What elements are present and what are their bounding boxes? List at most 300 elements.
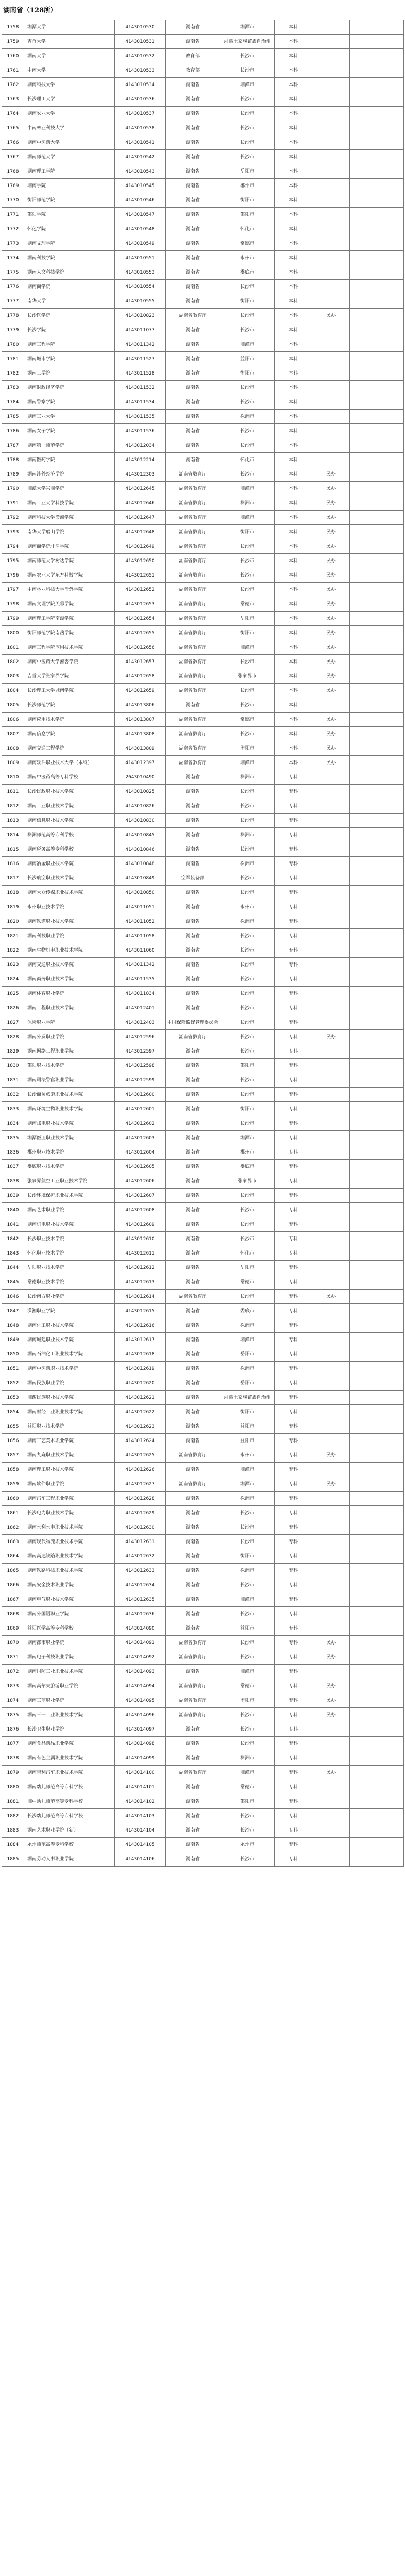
authority-cell: 湖南省 — [166, 107, 220, 121]
table-row — [2, 121, 404, 135]
table-row — [2, 554, 404, 568]
school-name-cell: 湖南交通工程学院 — [24, 741, 115, 756]
table-row — [2, 1722, 404, 1737]
school-name-cell: 湖南工业职业技术学院 — [24, 799, 115, 814]
row-number-cell: 1801 — [2, 640, 24, 655]
location-cell: 长沙市 — [220, 1636, 275, 1650]
school-name-cell: 长沙环境保护职业技术学院 — [24, 1189, 115, 1203]
school-name-cell: 怀化职业技术学院 — [24, 1246, 115, 1261]
authority-cell: 湖南省 — [166, 1722, 220, 1737]
row-number-cell: 1845 — [2, 1275, 24, 1290]
blank-cell — [350, 929, 404, 943]
authority-cell: 湖南省 — [166, 352, 220, 366]
blank-cell — [350, 1535, 404, 1549]
remark-cell: 民办 — [312, 684, 350, 698]
authority-cell: 湖南省 — [166, 236, 220, 251]
school-name-cell: 湖南邮电职业技术学院 — [24, 1116, 115, 1131]
authority-cell: 湖南省 — [166, 1044, 220, 1059]
blank-cell — [350, 265, 404, 280]
school-name-cell: 岳阳职业技术学院 — [24, 1261, 115, 1275]
school-name-cell: 湖南国防工业职业技术学院 — [24, 1665, 115, 1679]
school-name-cell: 湖南商学院北津学院 — [24, 539, 115, 554]
school-code-cell: 4143012613 — [115, 1275, 166, 1290]
table-row — [2, 943, 404, 958]
level-cell: 本科 — [275, 49, 312, 63]
row-number-cell: 1848 — [2, 1318, 24, 1333]
location-cell: 娄底市 — [220, 1160, 275, 1174]
level-cell: 本科 — [275, 511, 312, 525]
row-number-cell: 1869 — [2, 1621, 24, 1636]
authority-cell: 湖南省 — [166, 1838, 220, 1852]
school-code-cell: 4143012619 — [115, 1362, 166, 1376]
remark-cell — [312, 236, 350, 251]
school-code-cell: 4143012624 — [115, 1434, 166, 1448]
table-row — [2, 1275, 404, 1290]
row-number-cell: 1781 — [2, 352, 24, 366]
remark-cell — [312, 1780, 350, 1794]
school-name-cell: 郴州职业技术学院 — [24, 1145, 115, 1160]
location-cell: 永州市 — [220, 251, 275, 265]
blank-cell — [350, 438, 404, 453]
location-cell: 长沙市 — [220, 381, 275, 395]
level-cell: 专科 — [275, 1318, 312, 1333]
school-code-cell: 4143011052 — [115, 914, 166, 929]
table-row — [2, 20, 404, 35]
row-number-cell: 1832 — [2, 1088, 24, 1102]
location-cell: 长沙市 — [220, 1189, 275, 1203]
location-cell: 岳阳市 — [220, 1261, 275, 1275]
location-cell: 长沙市 — [220, 871, 275, 886]
blank-cell — [350, 49, 404, 63]
level-cell: 专科 — [275, 799, 312, 814]
school-code-cell: 4143012626 — [115, 1463, 166, 1477]
authority-cell: 湖南省 — [166, 1001, 220, 1015]
blank-cell — [350, 1448, 404, 1463]
row-number-cell: 1790 — [2, 482, 24, 496]
authority-cell: 湖南省 — [166, 1160, 220, 1174]
level-cell: 本科 — [275, 222, 312, 236]
blank-cell — [350, 236, 404, 251]
level-cell: 本科 — [275, 208, 312, 222]
table-row — [2, 438, 404, 453]
row-number-cell: 1839 — [2, 1189, 24, 1203]
blank-cell — [350, 1290, 404, 1304]
school-code-cell: 4143012605 — [115, 1160, 166, 1174]
remark-cell — [312, 222, 350, 236]
authority-cell: 湖南省 — [166, 1419, 220, 1434]
table-row — [2, 799, 404, 814]
school-name-cell: 常德职业技术学院 — [24, 1275, 115, 1290]
authority-cell: 湖南省 — [166, 193, 220, 208]
level-cell: 专科 — [275, 1578, 312, 1592]
level-cell: 专科 — [275, 1823, 312, 1838]
table-row — [2, 1535, 404, 1549]
location-cell: 湘潭市 — [220, 1131, 275, 1145]
table-row — [2, 92, 404, 107]
table-row — [2, 1434, 404, 1448]
location-cell: 株洲市 — [220, 1492, 275, 1506]
authority-cell: 湖南省 — [166, 1174, 220, 1189]
table-row — [2, 914, 404, 929]
blank-cell — [350, 1708, 404, 1722]
authority-cell: 湖南省 — [166, 770, 220, 785]
school-code-cell: 4143012655 — [115, 626, 166, 640]
location-cell: 湘潭市 — [220, 482, 275, 496]
school-code-cell: 4143012622 — [115, 1405, 166, 1419]
location-cell: 衡阳市 — [220, 366, 275, 381]
authority-cell: 湖南省教育厅 — [166, 583, 220, 597]
level-cell: 专科 — [275, 900, 312, 914]
level-cell: 本科 — [275, 92, 312, 107]
blank-cell — [350, 424, 404, 438]
location-cell: 长沙市 — [220, 1809, 275, 1823]
school-code-cell: 4143010531 — [115, 35, 166, 49]
table-row — [2, 1116, 404, 1131]
level-cell: 专科 — [275, 770, 312, 785]
level-cell: 专科 — [275, 1347, 312, 1362]
location-cell: 长沙市 — [220, 323, 275, 337]
authority-cell: 湖南省 — [166, 1535, 220, 1549]
level-cell: 专科 — [275, 1693, 312, 1708]
authority-cell: 湖南省教育厅 — [166, 1708, 220, 1722]
school-code-cell: 4143012034 — [115, 438, 166, 453]
school-name-cell: 娄底职业技术学院 — [24, 1160, 115, 1174]
table-row — [2, 1362, 404, 1376]
row-number-cell: 1824 — [2, 972, 24, 987]
row-number-cell: 1843 — [2, 1246, 24, 1261]
authority-cell: 湖南省 — [166, 943, 220, 958]
level-cell: 本科 — [275, 438, 312, 453]
level-cell: 本科 — [275, 684, 312, 698]
remark-cell — [312, 1794, 350, 1809]
remark-cell — [312, 842, 350, 857]
authority-cell: 湖南省 — [166, 1434, 220, 1448]
blank-cell — [350, 1160, 404, 1174]
location-cell: 怀化市 — [220, 222, 275, 236]
level-cell: 专科 — [275, 871, 312, 886]
authority-cell: 湖南省 — [166, 900, 220, 914]
authority-cell: 湖南省 — [166, 1564, 220, 1578]
school-code-cell: 4143010532 — [115, 49, 166, 63]
remark-cell — [312, 1217, 350, 1232]
school-name-cell: 湖南涉外经济学院 — [24, 467, 115, 482]
school-code-cell: 4143012601 — [115, 1102, 166, 1116]
school-code-cell: 4143010538 — [115, 121, 166, 135]
location-cell: 长沙市 — [220, 1722, 275, 1737]
school-name-cell: 湖南软件职业技术大学（本科） — [24, 756, 115, 770]
remark-cell — [312, 1520, 350, 1535]
row-number-cell: 1799 — [2, 612, 24, 626]
school-name-cell: 湖南商学院 — [24, 280, 115, 294]
school-code-cell: 4143012645 — [115, 482, 166, 496]
blank-cell — [350, 814, 404, 828]
level-cell: 本科 — [275, 381, 312, 395]
table-row — [2, 1131, 404, 1145]
row-number-cell: 1821 — [2, 929, 24, 943]
table-row — [2, 1463, 404, 1477]
level-cell: 专科 — [275, 929, 312, 943]
blank-cell — [350, 1102, 404, 1116]
level-cell: 专科 — [275, 1780, 312, 1794]
table-row — [2, 208, 404, 222]
table-row — [2, 727, 404, 741]
blank-cell — [350, 842, 404, 857]
school-code-cell: 4143012611 — [115, 1246, 166, 1261]
authority-cell: 湖南省 — [166, 135, 220, 150]
level-cell: 专科 — [275, 785, 312, 799]
table-row — [2, 511, 404, 525]
location-cell: 长沙市 — [220, 121, 275, 135]
school-code-cell: 4143010546 — [115, 193, 166, 208]
level-cell: 专科 — [275, 1376, 312, 1391]
blank-cell — [350, 1650, 404, 1665]
row-number-cell: 1789 — [2, 467, 24, 482]
level-cell: 本科 — [275, 539, 312, 554]
location-cell: 衡阳市 — [220, 1693, 275, 1708]
level-cell: 专科 — [275, 1564, 312, 1578]
school-name-cell: 永州师范高等专科学校 — [24, 1838, 115, 1852]
level-cell: 专科 — [275, 1650, 312, 1665]
row-number-cell: 1777 — [2, 294, 24, 309]
table-row — [2, 1636, 404, 1650]
blank-cell — [350, 366, 404, 381]
table-row — [2, 1391, 404, 1405]
remark-cell — [312, 1809, 350, 1823]
remark-cell — [312, 1549, 350, 1564]
table-row — [2, 1290, 404, 1304]
location-cell: 湘潭市 — [220, 20, 275, 35]
authority-cell: 教育部 — [166, 63, 220, 78]
remark-cell — [312, 857, 350, 871]
table-row — [2, 453, 404, 467]
row-number-cell: 1798 — [2, 597, 24, 612]
row-number-cell: 1761 — [2, 63, 24, 78]
school-code-cell: 4143012631 — [115, 1535, 166, 1549]
location-cell: 长沙市 — [220, 309, 275, 323]
table-row — [2, 1492, 404, 1506]
authority-cell: 湖南省教育厅 — [166, 684, 220, 698]
school-name-cell: 湖南信息学院 — [24, 727, 115, 741]
row-number-cell: 1813 — [2, 814, 24, 828]
school-name-cell: 湖南水利水电职业技术学院 — [24, 1520, 115, 1535]
level-cell: 本科 — [275, 294, 312, 309]
blank-cell — [350, 1189, 404, 1203]
remark-cell — [312, 1304, 350, 1318]
level-cell: 专科 — [275, 1116, 312, 1131]
authority-cell: 湖南省 — [166, 1362, 220, 1376]
school-name-cell: 长沙南方职业学院 — [24, 1290, 115, 1304]
blank-cell — [350, 886, 404, 900]
blank-cell — [350, 323, 404, 337]
remark-cell — [312, 900, 350, 914]
remark-cell — [312, 49, 350, 63]
school-name-cell: 中南林业科技大学 — [24, 121, 115, 135]
school-code-cell: 4143010530 — [115, 20, 166, 35]
blank-cell — [350, 63, 404, 78]
remark-cell: 民办 — [312, 568, 350, 583]
blank-cell — [350, 1174, 404, 1189]
blank-cell — [350, 381, 404, 395]
school-name-cell: 湖南吉利汽车职业技术学院 — [24, 1766, 115, 1780]
level-cell: 专科 — [275, 1246, 312, 1261]
level-cell: 本科 — [275, 107, 312, 121]
school-code-cell: 4143010553 — [115, 265, 166, 280]
blank-cell — [350, 1492, 404, 1506]
row-number-cell: 1842 — [2, 1232, 24, 1246]
location-cell: 岳阳市 — [220, 164, 275, 179]
authority-cell: 湖南省 — [166, 1304, 220, 1318]
level-cell: 专科 — [275, 972, 312, 987]
row-number-cell: 1780 — [2, 337, 24, 352]
school-code-cell: 4143011528 — [115, 366, 166, 381]
blank-cell — [350, 395, 404, 410]
school-name-cell: 湖南冶金职业技术学院 — [24, 857, 115, 871]
blank-cell — [350, 871, 404, 886]
level-cell: 本科 — [275, 727, 312, 741]
authority-cell: 湖南省 — [166, 410, 220, 424]
row-number-cell: 1783 — [2, 381, 24, 395]
level-cell: 本科 — [275, 482, 312, 496]
remark-cell: 民办 — [312, 669, 350, 684]
table-row — [2, 1751, 404, 1766]
table-row — [2, 583, 404, 597]
blank-cell — [350, 1592, 404, 1607]
school-name-cell: 湖南铁路科技职业技术学院 — [24, 1564, 115, 1578]
school-name-cell: 长沙航空职业技术学院 — [24, 871, 115, 886]
authority-cell: 湖南省 — [166, 337, 220, 352]
remark-cell — [312, 987, 350, 1001]
school-code-cell: 4143012651 — [115, 568, 166, 583]
blank-cell — [350, 713, 404, 727]
table-row — [2, 1261, 404, 1275]
school-name-cell: 衡阳师范学院南岳学院 — [24, 626, 115, 640]
school-code-cell: 4143012649 — [115, 539, 166, 554]
school-name-cell: 湖南石油化工职业技术学院 — [24, 1347, 115, 1362]
school-code-cell: 4143012401 — [115, 1001, 166, 1015]
blank-cell — [350, 1665, 404, 1679]
level-cell: 专科 — [275, 1794, 312, 1809]
school-code-cell: 4143012632 — [115, 1549, 166, 1564]
location-cell: 长沙市 — [220, 814, 275, 828]
school-code-cell: 4143012600 — [115, 1088, 166, 1102]
remark-cell — [312, 1751, 350, 1766]
location-cell: 常德市 — [220, 713, 275, 727]
school-name-cell: 湖南工业大学 — [24, 410, 115, 424]
level-cell: 专科 — [275, 1232, 312, 1246]
school-name-cell: 湖南财政经济学院 — [24, 381, 115, 395]
authority-cell: 湖南省 — [166, 1520, 220, 1535]
authority-cell: 湖南省 — [166, 1088, 220, 1102]
location-cell: 长沙市 — [220, 1015, 275, 1030]
location-cell: 永州市 — [220, 1448, 275, 1463]
school-code-cell: 4143012627 — [115, 1477, 166, 1492]
school-name-cell: 长沙师范学院 — [24, 698, 115, 713]
level-cell: 本科 — [275, 626, 312, 640]
school-name-cell: 湖南中医药大学湘杏学院 — [24, 655, 115, 669]
location-cell: 湘潭市 — [220, 511, 275, 525]
remark-cell — [312, 914, 350, 929]
row-number-cell: 1870 — [2, 1636, 24, 1650]
school-name-cell: 湘潭大学兴湘学院 — [24, 482, 115, 496]
blank-cell — [350, 914, 404, 929]
authority-cell: 湖南省 — [166, 1232, 220, 1246]
school-name-cell: 湖南汽车工程职业学院 — [24, 1492, 115, 1506]
remark-cell — [312, 150, 350, 164]
remark-cell — [312, 1261, 350, 1275]
school-code-cell: 4143012647 — [115, 511, 166, 525]
location-cell: 长沙市 — [220, 92, 275, 107]
row-number-cell: 1841 — [2, 1217, 24, 1232]
authority-cell: 湖南省 — [166, 1318, 220, 1333]
row-number-cell: 1796 — [2, 568, 24, 583]
school-name-cell: 湖南理工学院 — [24, 164, 115, 179]
remark-cell: 民办 — [312, 640, 350, 655]
level-cell: 本科 — [275, 395, 312, 410]
location-cell: 湘潭市 — [220, 1592, 275, 1607]
table-row — [2, 309, 404, 323]
school-code-cell: 4143014094 — [115, 1679, 166, 1693]
blank-cell — [350, 1679, 404, 1693]
row-number-cell: 1864 — [2, 1549, 24, 1564]
location-cell: 长沙市 — [220, 1852, 275, 1867]
blank-cell — [350, 280, 404, 294]
school-code-cell: 4143010823 — [115, 309, 166, 323]
authority-cell: 湖南省 — [166, 814, 220, 828]
location-cell: 长沙市 — [220, 583, 275, 597]
remark-cell: 民办 — [312, 482, 350, 496]
authority-cell: 湖南省 — [166, 785, 220, 799]
remark-cell — [312, 20, 350, 35]
school-code-cell: 4143014102 — [115, 1794, 166, 1809]
school-code-cell: 4143011535 — [115, 410, 166, 424]
table-row — [2, 496, 404, 511]
school-name-cell: 湖南司法警官职业学院 — [24, 1073, 115, 1088]
blank-cell — [350, 525, 404, 539]
level-cell: 本科 — [275, 63, 312, 78]
school-code-cell: 4143014091 — [115, 1636, 166, 1650]
level-cell: 专科 — [275, 1405, 312, 1419]
school-name-cell: 湖南高速铁路职业技术学院 — [24, 1549, 115, 1564]
level-cell: 专科 — [275, 1145, 312, 1160]
blank-cell — [350, 1304, 404, 1318]
blank-cell — [350, 121, 404, 135]
table-row — [2, 150, 404, 164]
location-cell: 长沙市 — [220, 539, 275, 554]
school-name-cell: 湖南城市学院 — [24, 352, 115, 366]
blank-cell — [350, 1578, 404, 1592]
remark-cell — [312, 424, 350, 438]
blank-cell — [350, 179, 404, 193]
school-name-cell: 湖南都市职业学院 — [24, 1636, 115, 1650]
authority-cell: 湖南省 — [166, 1809, 220, 1823]
authority-cell: 湖南省教育厅 — [166, 511, 220, 525]
school-name-cell: 湖南农业大学东方科技学院 — [24, 568, 115, 583]
authority-cell: 湖南省 — [166, 698, 220, 713]
table-row — [2, 410, 404, 424]
row-number-cell: 1792 — [2, 511, 24, 525]
level-cell: 专科 — [275, 1549, 312, 1564]
row-number-cell: 1818 — [2, 886, 24, 900]
table-row — [2, 1318, 404, 1333]
table-row — [2, 1794, 404, 1809]
school-code-cell: 4143010555 — [115, 294, 166, 309]
table-row — [2, 1578, 404, 1592]
school-code-cell: 4143012657 — [115, 655, 166, 669]
authority-cell: 湖南省 — [166, 1073, 220, 1088]
authority-cell: 湖南省 — [166, 1261, 220, 1275]
row-number-cell: 1876 — [2, 1722, 24, 1737]
row-number-cell: 1883 — [2, 1823, 24, 1838]
